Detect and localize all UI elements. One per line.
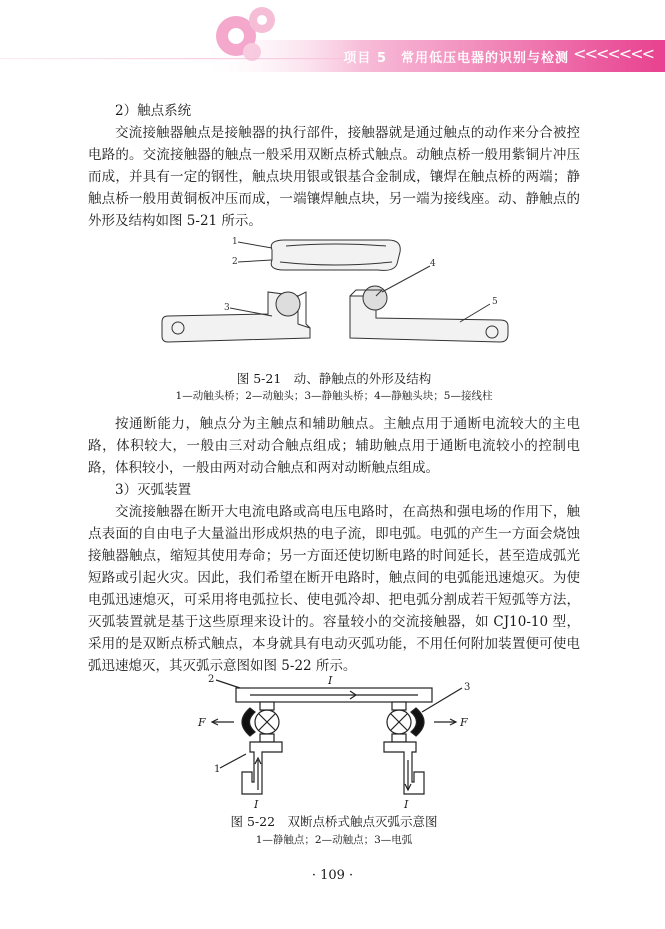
fig2-label-2: 2 <box>208 674 215 685</box>
moving-contact-bridge <box>271 240 400 270</box>
static-contact-right <box>384 742 424 794</box>
arc-left <box>242 708 279 736</box>
figure-legend: 1—动触头桥；2—动触头；3—静触头桥；4—静触头块；5—接线柱 <box>175 390 493 402</box>
figure-5-21 <box>150 232 520 368</box>
arc-right <box>387 708 424 736</box>
fig2-label-1: 1 <box>214 764 221 775</box>
chevron-decoration: <<<<<<< <box>573 44 653 63</box>
fig1-label-1: 1 <box>232 237 238 247</box>
fig2-current-left: I <box>254 798 259 811</box>
fig1-label-3: 3 <box>224 303 230 313</box>
body-paragraph: 交流接触器触点是接触器的执行部件，接触器就是通过触点的动作来分合被控电路的。交流接触器的触点一般采用双断点桥式触点。动触点桥一般用紫铜片冲压而成，并具有一定的钢性，触点块用银或银基合金制成，镶焊在触点桥的两端；静触点桥一般用黄铜板冲压而成，一端镶焊触点块，另一端为接线座。动、静触点的外形及结构如图 5-21 所示。 <box>88 125 580 229</box>
fig2-current-top: I <box>328 674 333 687</box>
section-heading: 2）触点系统 <box>115 103 192 119</box>
figure-5-22 <box>190 672 480 812</box>
fig2-label-3: 3 <box>464 682 471 693</box>
figure-caption: 图 5-21 动、静触点的外形及结构 <box>236 371 432 386</box>
figure-legend: 1—静触点；2—动触点；3—电弧 <box>255 834 413 846</box>
body-paragraph: 按通断能力，触点分为主触点和辅助触点。主触点用于通断电流较大的主电路，体积较大，一般由三对动合触点组成；辅助触点用于通断电流较小的控制电路，体积较小，一般由两对动合触点和两对动断触点组成。 <box>88 416 580 476</box>
fig2-force-right: F <box>460 716 468 729</box>
section-contact-types <box>88 413 580 479</box>
chapter-title: 项目 5 常用低压电器的识别与检测 <box>343 51 569 66</box>
fig2-current-right: I <box>404 798 409 811</box>
page-number: · 109 · <box>311 868 354 883</box>
figure-caption: 图 5-22 双断点桥式触点灭弧示意图 <box>230 814 438 829</box>
static-contact-left <box>242 742 282 794</box>
page-header <box>0 0 665 75</box>
body-paragraph: 交流接触器在断开大电流电路或高电压电路时，在高热和强电场的作用下，触点表面的自由电子大量溢出形成炽热的电子流，即电弧。电弧的产生一方面会烧蚀接触器触点，缩短其使用寿命；另一方面还使切断电路的时间延长，甚至造成弧光短路或引起火灾。因此，我们希望在断开电路时，触点间的电弧能迅速熄灭。为使电弧迅速熄灭，可采用将电弧拉长、使电弧冷却、把电弧分割成若干短弧等方法，灭弧装置就是基于这些原理来设计的。容量较小的交流接触器，如 CJ10-10 型，采用的是双断点桥式触点，本身就具有电动灭弧功能，不用任何附加装置便可使电弧迅速熄灭，其灭弧示意图如图 5-22 所示。 <box>88 504 580 674</box>
section-contact-system <box>88 100 580 232</box>
fig1-label-5: 5 <box>492 297 498 307</box>
fig1-label-4: 4 <box>430 259 436 269</box>
fig2-force-left: F <box>198 716 206 729</box>
section-heading: 3）灭弧装置 <box>115 482 192 498</box>
fig1-label-2: 2 <box>232 257 238 267</box>
section-arc-suppression <box>88 479 580 677</box>
